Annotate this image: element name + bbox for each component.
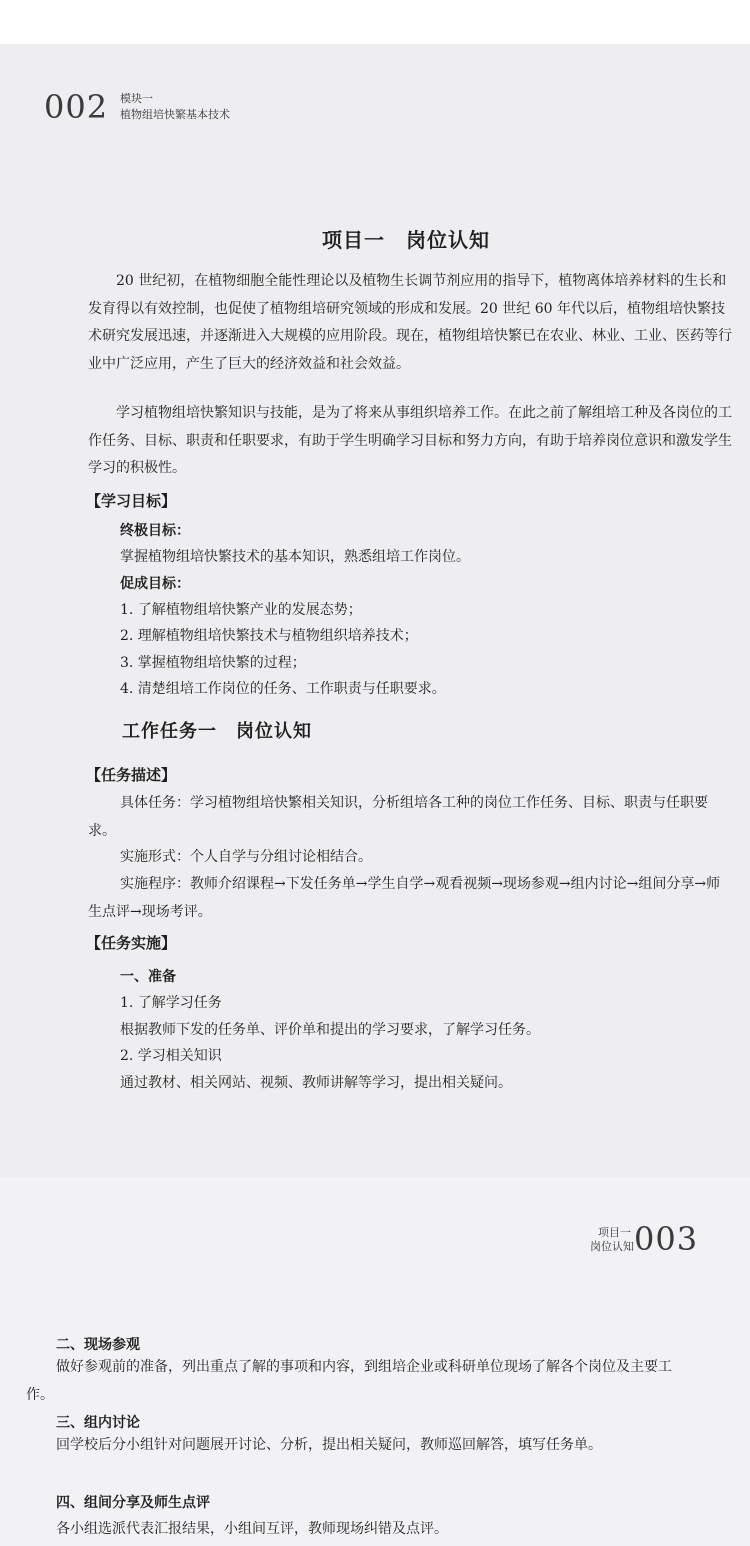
enabling-goal-item: 2. 理解植物组培快繁技术与植物组织培养技术； (120, 628, 418, 644)
learning-goals-heading: 【学习目标】 (86, 492, 177, 510)
ultimate-goal-label: 终极目标： (120, 523, 190, 539)
prep-heading: 一、准备 (120, 969, 176, 985)
prep-item-2-title: 2. 学习相关知识 (120, 1048, 222, 1064)
task-implementation-heading: 【任务实施】 (86, 934, 177, 952)
enabling-goal-item: 1. 了解植物组培快繁产业的发展态势； (120, 602, 362, 618)
enabling-goal-item: 4. 清楚组培工作岗位的任务、工作职责与任职要求。 (120, 681, 446, 697)
discuss-heading: 三、组内讨论 (56, 1415, 140, 1431)
header-module: 模块一 (120, 92, 153, 105)
task-title: 工作任务一 岗位认知 (122, 721, 312, 742)
header-topic: 岗位认知 (590, 1240, 634, 1253)
page-003 (0, 1180, 750, 1546)
header-project: 项目一 (598, 1226, 631, 1239)
header-subtitle: 植物组培快繁基本技术 (120, 108, 230, 121)
prep-item-1-text: 根据教师下发的任务单、评价单和提出的学习要求，了解学习任务。 (120, 1022, 540, 1038)
project-title: 项目一 岗位认知 (322, 228, 490, 252)
intro-paragraph-2: 学习植物组培快繁知识与技能，是为了将来从事组织培养工作。在此之前了解组培工种及各岗位的工作任务、目标、职责和任职要求，有助于学生明确学习目标和努力方向，有助于培养岗位意识和激发学生学习的积极性。 (88, 405, 732, 477)
ultimate-goal-text: 掌握植物组培快繁技术的基本知识，熟悉组培工作岗位。 (120, 549, 470, 565)
top-margin (0, 0, 750, 44)
page-number: 002 (44, 88, 109, 126)
task-description-heading: 【任务描述】 (86, 766, 177, 784)
enabling-goal-item: 3. 掌握植物组培快繁的过程； (120, 655, 306, 671)
visit-heading: 二、现场参观 (56, 1337, 140, 1353)
task-form: 实施形式：个人自学与分组讨论相结合。 (120, 849, 372, 865)
share-text: 各小组选派代表汇报结果，小组间互评，教师现场纠错及点评。 (56, 1521, 448, 1537)
discuss-text: 回学校后分小组针对问题展开讨论、分析，提出相关疑问，教师巡回解答，填写任务单。 (56, 1437, 602, 1453)
prep-item-1-title: 1. 了解学习任务 (120, 995, 222, 1011)
visit-text: 做好参观前的准备，列出重点了解的事项和内容，到组培企业或科研单位现场了解各个岗位及主要工作。 (26, 1359, 672, 1403)
page-002 (0, 44, 750, 1178)
prep-item-2-text: 通过教材、相关网站、视频、教师讲解等学习，提出相关疑问。 (120, 1075, 512, 1091)
task-procedure: 实施程序：教师介绍课程→下发任务单→学生自学→观看视频→现场参观→组内讨论→组间分享→师生点评→现场考评。 (88, 876, 721, 920)
task-specific: 具体任务：学习植物组培快繁相关知识，分析组培各工种的岗位工作任务、目标、职责与任职要求。 (88, 795, 708, 839)
share-heading: 四、组间分享及师生点评 (56, 1495, 210, 1511)
page-number: 003 (634, 1220, 699, 1258)
intro-paragraph-1: 20 世纪初，在植物细胞全能性理论以及植物生长调节剂应用的指导下，植物离体培养材料的生长和发育得以有效控制，也促使了植物组培研究领域的形成和发展。20 世纪 60 年代以后，植物组培快繁技术研究发展迅速，并逐渐进入大规模的应用阶段。现在，植物组培快繁已在农业、林业、工业、医药等行业中广泛应用，产生了巨大的经济效益和社会效益。 (88, 273, 732, 372)
enabling-goals-label: 促成目标： (120, 576, 190, 592)
